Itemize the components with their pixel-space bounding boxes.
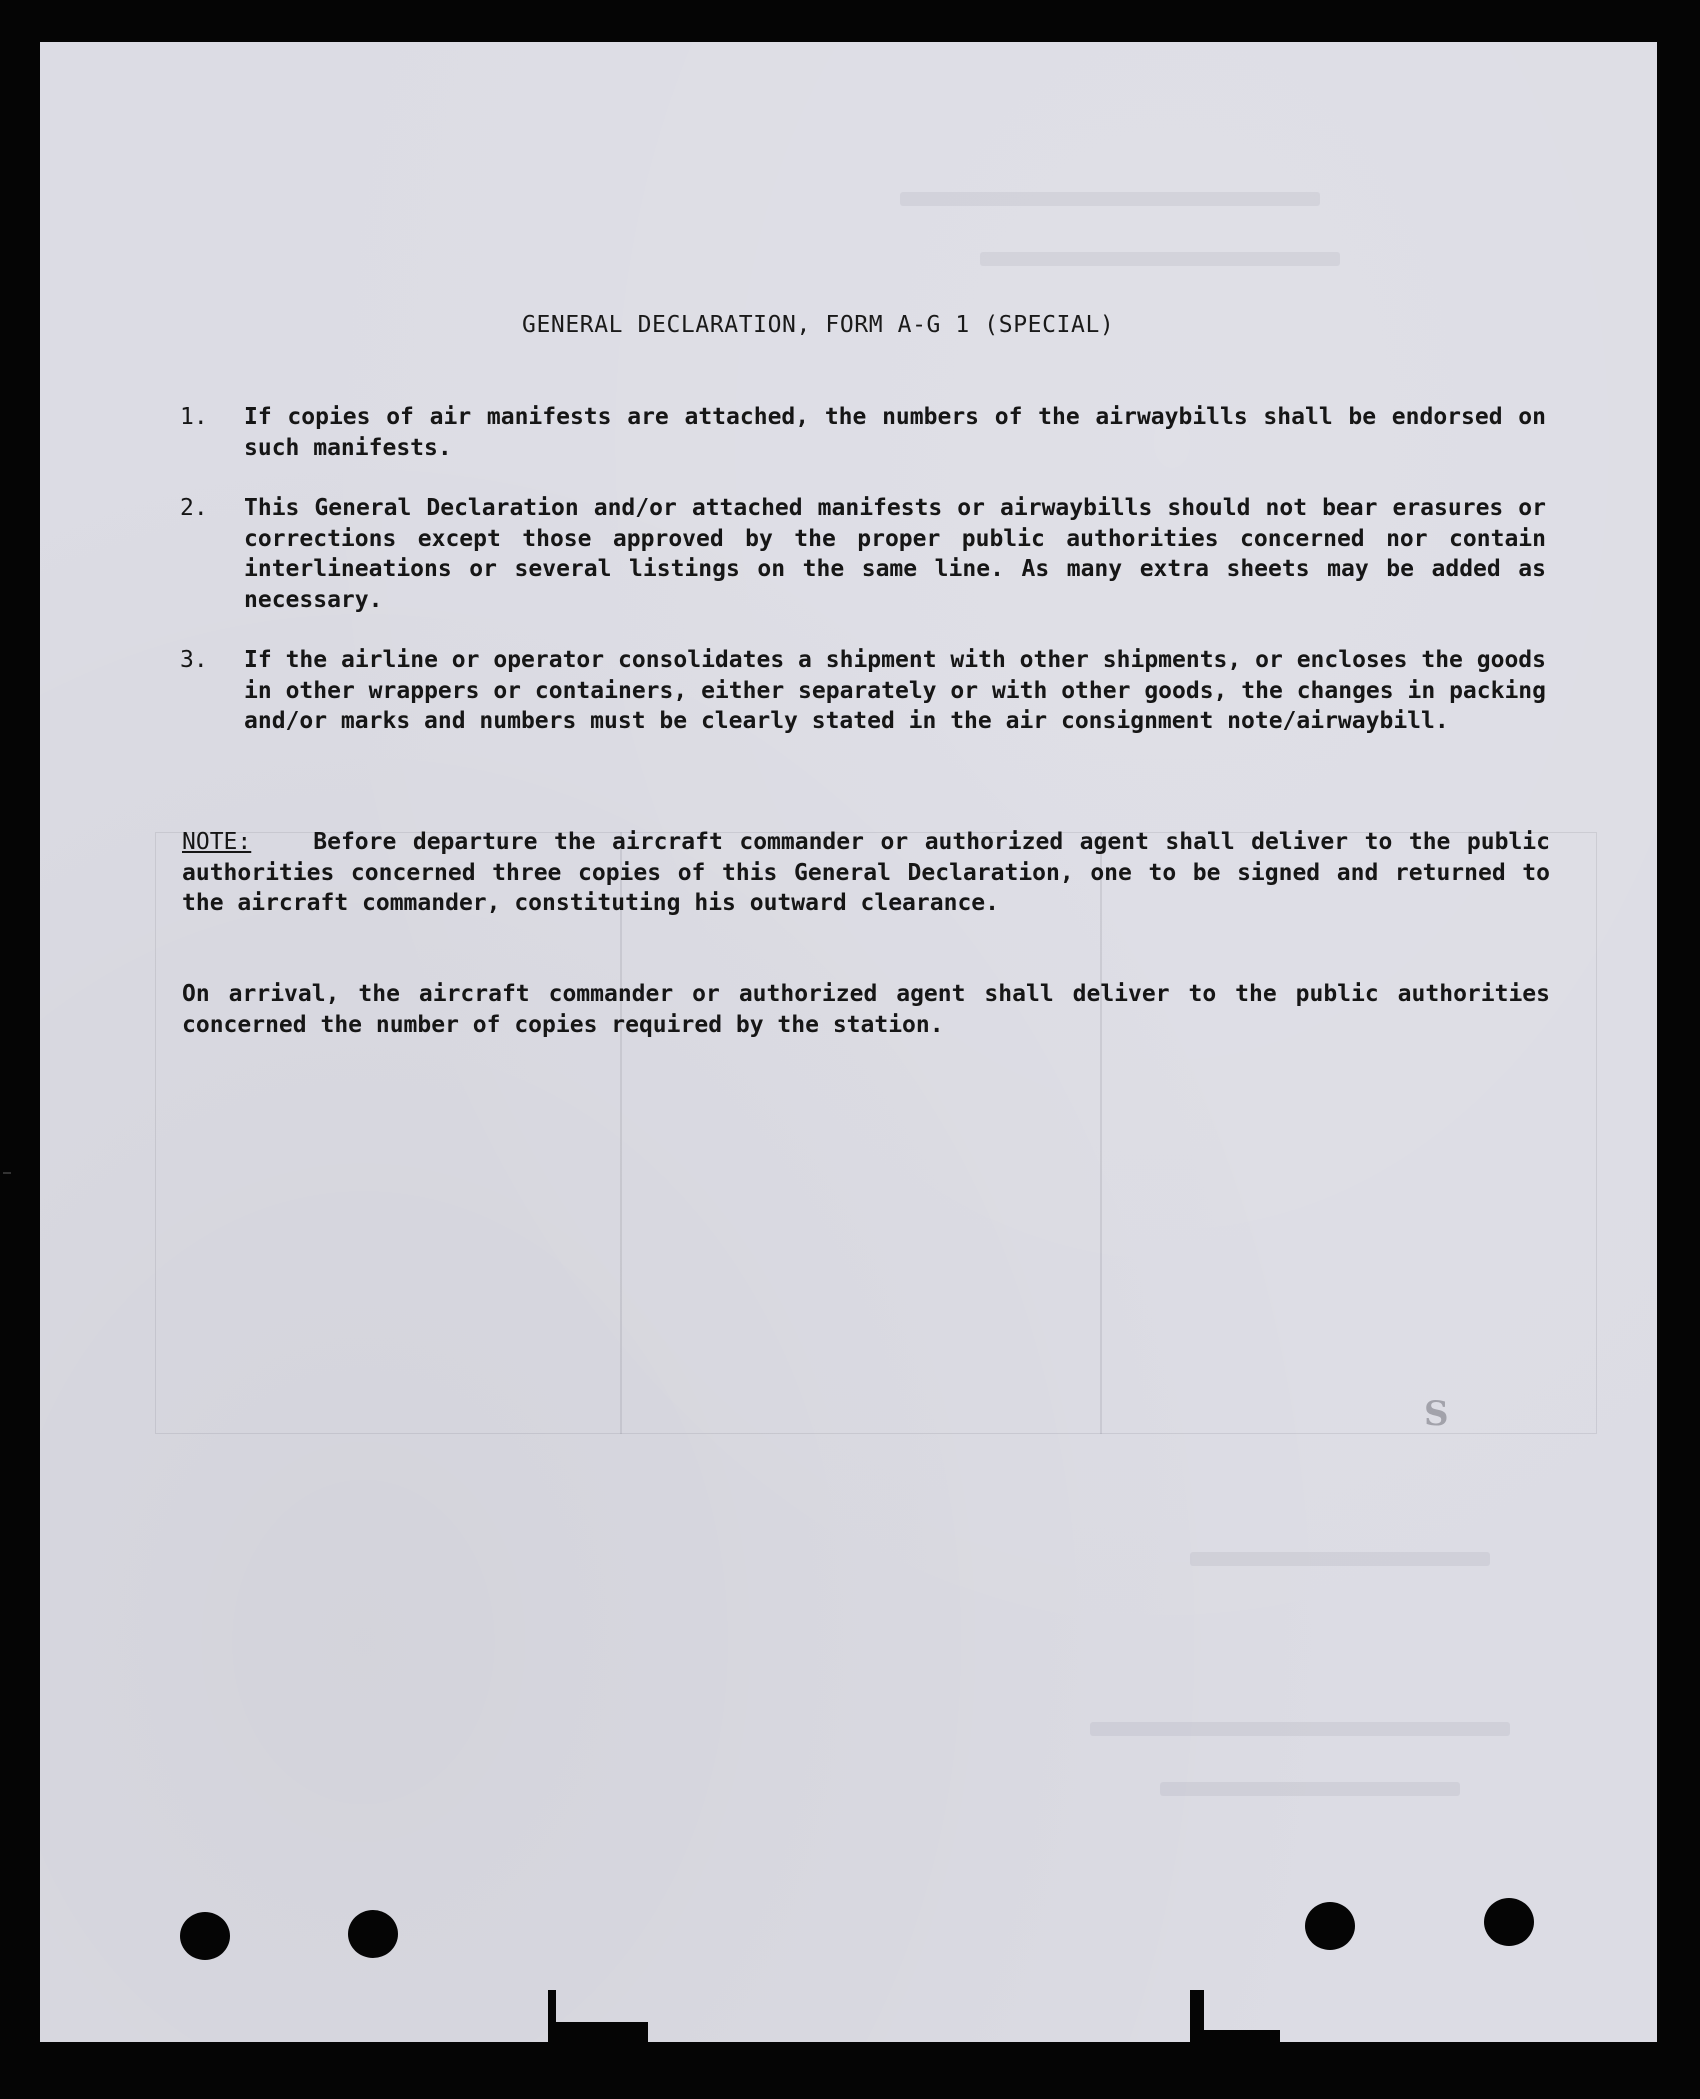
page-title: GENERAL DECLARATION, FORM A-G 1 (SPECIAL) — [522, 312, 1115, 338]
bleed-through-line — [620, 832, 622, 1434]
binding-tab — [548, 2022, 648, 2042]
punch-hole — [1305, 1902, 1355, 1950]
bleed-through-text — [900, 192, 1320, 206]
list-item-number: 1. — [180, 404, 208, 430]
document-page — [40, 42, 1657, 2042]
list-item-text: If copies of air manifests are attached, the numbers of the airwaybills shall be endorsed on such manifests. — [244, 404, 1546, 461]
punch-hole — [1484, 1898, 1534, 1946]
bleed-through-text — [1160, 1782, 1460, 1796]
list-item-number: 3. — [180, 647, 208, 673]
note-text: Before departure the aircraft commander or authorized agent shall deliver to the public authorities concerned three copies of this General Declaration, one to be signed and returned to the aircraft commander, constituting his outward clearance. — [182, 829, 1550, 916]
bleed-through-text — [1090, 1722, 1510, 1736]
list-item-number: 2. — [180, 495, 208, 521]
bleed-through-text — [980, 252, 1340, 266]
binding-tab — [1190, 2030, 1280, 2042]
bleed-through-line — [1100, 832, 1102, 1434]
bleed-through-text — [1190, 1552, 1490, 1566]
bleed-through-stamp: S — [1424, 1394, 1449, 1434]
punch-hole — [180, 1912, 230, 1960]
bleed-through-form-grid — [155, 832, 1597, 1434]
list-item-text: If the airline or operator consolidates a shipment with other shipments, or encloses the goods in other wrappers or containers, either separately or with other goods, the changes in packing and/or marks and numbers must be clearly stated in the air consignment note/airwaybill. — [244, 647, 1546, 734]
margin-mark — [3, 1172, 11, 1174]
punch-hole — [348, 1910, 398, 1958]
list-item-text: This General Declaration and/or attached manifests or airwaybills should not bear erasures or corrections except those approved by the proper public authorities concerned nor contain interlineations or several listings on the same line. As many extra sheets may be added as necessary. — [244, 495, 1546, 613]
arrival-paragraph: On arrival, the aircraft commander or authorized agent shall deliver to the public authorities concerned the number of copies required by the station. — [182, 981, 1550, 1038]
note-label: NOTE: — [182, 829, 252, 855]
note-paragraph — [182, 827, 1550, 919]
